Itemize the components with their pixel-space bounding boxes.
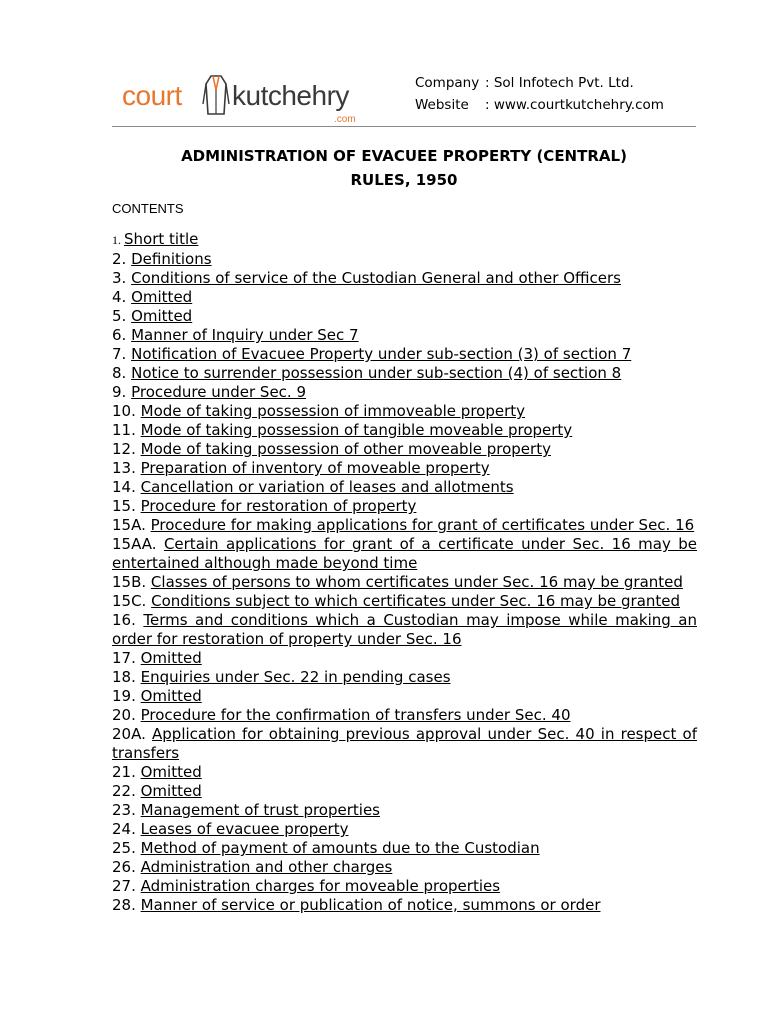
toc-item-link[interactable]: Administration charges for moveable properties: [140, 877, 501, 895]
toc-item: [112, 763, 697, 782]
toc-item: [112, 535, 697, 573]
toc-item: [112, 421, 697, 440]
toc-item-number: 15AA.: [112, 535, 164, 553]
toc-item-link[interactable]: Leases of evacuee property: [140, 820, 349, 838]
toc-item: [112, 839, 697, 858]
toc-item: [112, 725, 697, 763]
toc-item-number: 4.: [112, 288, 132, 306]
toc-item-link[interactable]: Procedure for restoration of property: [140, 497, 417, 515]
toc-item-link[interactable]: Mode of taking possession of other moveable property: [140, 440, 551, 458]
toc-item: [112, 858, 697, 877]
toc-item-link[interactable]: Mode of taking possession of immoveable property: [140, 402, 526, 420]
toc-item-link[interactable]: Method of payment of amounts due to the Custodian: [140, 839, 540, 857]
toc-item-link[interactable]: Mode of taking possession of tangible moveable property: [140, 421, 573, 439]
page-header: [112, 62, 696, 128]
toc-item: [112, 782, 697, 801]
toc-item-number: 3.: [112, 269, 132, 287]
toc-item: [112, 364, 697, 383]
toc-item: [112, 250, 697, 269]
lawyer-robe-icon: [202, 74, 230, 118]
toc-item-link[interactable]: Procedure for making applications for grant of certificates under Sec. 16: [150, 516, 695, 534]
toc-item-link[interactable]: Certain applications for grant of a certificate under Sec. 16 may be entertained although made beyond time: [112, 535, 697, 572]
company-label: Company: [415, 75, 480, 91]
toc-item: [112, 383, 697, 402]
toc-item-number: 10.: [112, 402, 141, 420]
table-of-contents: [112, 230, 697, 915]
toc-item-link[interactable]: Omitted: [140, 649, 202, 667]
toc-item-link[interactable]: Terms and conditions which a Custodian may impose while making an order for restoration of property under Sec. 16: [112, 611, 697, 648]
toc-item-number: 7.: [112, 345, 132, 363]
toc-item-link[interactable]: Management of trust properties: [140, 801, 380, 819]
toc-item: [112, 668, 697, 687]
toc-item-link[interactable]: Administration and other charges: [140, 858, 393, 876]
toc-item-number: 16.: [112, 611, 144, 629]
toc-item: [112, 478, 697, 497]
toc-item-number: 28.: [112, 896, 141, 914]
courtkutchehry-logo[interactable]: [122, 70, 382, 125]
toc-item-number: 9.: [112, 383, 132, 401]
toc-item: [112, 649, 697, 668]
toc-item-number: 15B.: [112, 573, 151, 591]
toc-item-number: 20.: [112, 706, 141, 724]
toc-item-link[interactable]: Omitted: [140, 782, 202, 800]
toc-item-number: 26.: [112, 858, 141, 876]
website-value[interactable]: : www.courtkutchehry.com: [485, 97, 664, 113]
toc-item-number: 8.: [112, 364, 132, 382]
toc-item: [112, 896, 697, 915]
toc-item: [112, 230, 697, 250]
toc-item-number: 27.: [112, 877, 141, 895]
toc-item-number: 24.: [112, 820, 141, 838]
toc-item: [112, 402, 697, 421]
toc-item-number: 17.: [112, 649, 141, 667]
toc-item-number: 11.: [112, 421, 141, 439]
toc-item: [112, 345, 697, 364]
toc-item: [112, 877, 697, 896]
header-divider: [112, 126, 696, 127]
toc-item-number: 13.: [112, 459, 141, 477]
contents-heading: CONTENTS: [112, 201, 184, 216]
toc-item-link[interactable]: Omitted: [140, 687, 202, 705]
document-title: [112, 144, 696, 192]
toc-item-number: 21.: [112, 763, 141, 781]
toc-item-link[interactable]: Conditions of service of the Custodian General and other Officers: [131, 269, 621, 287]
toc-item: [112, 611, 697, 649]
toc-item-link[interactable]: Omitted: [140, 763, 202, 781]
toc-item-link[interactable]: Notification of Evacuee Property under sub-section (3) of section 7: [131, 345, 632, 363]
toc-item-link[interactable]: Conditions subject to which certificates under Sec. 16 may be granted: [151, 592, 681, 610]
toc-item-number: 1.: [112, 233, 124, 247]
toc-item: [112, 497, 697, 516]
toc-item-link[interactable]: Procedure under Sec. 9: [131, 383, 307, 401]
toc-item: [112, 687, 697, 706]
toc-item: [112, 592, 697, 611]
toc-item-number: 19.: [112, 687, 141, 705]
toc-item: [112, 706, 697, 725]
toc-item: [112, 516, 697, 535]
toc-item-number: 15C.: [112, 592, 152, 610]
logo-text-kutchehry: kutchehry: [232, 80, 349, 111]
toc-item-link[interactable]: Cancellation or variation of leases and allotments: [140, 478, 514, 496]
toc-item-number: 12.: [112, 440, 141, 458]
toc-item-number: 25.: [112, 839, 141, 857]
toc-item-link[interactable]: Application for obtaining previous approval under Sec. 40 in respect of transfers: [112, 725, 697, 762]
document-title-line2: RULES, 1950: [350, 171, 458, 189]
toc-item: [112, 440, 697, 459]
toc-item-link[interactable]: Omitted: [131, 288, 193, 306]
company-info: [415, 72, 664, 116]
website-label: Website: [415, 97, 469, 113]
toc-item: [112, 573, 697, 592]
toc-item-link[interactable]: Classes of persons to whom certificates under Sec. 16 may be granted: [150, 573, 683, 591]
logo-text-com: .com: [334, 114, 356, 125]
toc-item-link[interactable]: Short title: [124, 230, 199, 248]
toc-item-link[interactable]: Preparation of inventory of moveable property: [140, 459, 490, 477]
toc-item-number: 23.: [112, 801, 141, 819]
toc-item-number: 15.: [112, 497, 141, 515]
document-title-line1: ADMINISTRATION OF EVACUEE PROPERTY (CENTRAL): [181, 147, 627, 165]
toc-item-number: 18.: [112, 668, 141, 686]
toc-item: [112, 820, 697, 839]
toc-item-link[interactable]: Manner of Inquiry under Sec 7: [131, 326, 359, 344]
company-value: : Sol Infotech Pvt. Ltd.: [485, 75, 634, 91]
toc-item-number: 14.: [112, 478, 141, 496]
toc-item-link[interactable]: Omitted: [131, 307, 193, 325]
toc-item-link[interactable]: Enquiries under Sec. 22 in pending cases: [140, 668, 451, 686]
toc-item: [112, 459, 697, 478]
toc-item: [112, 307, 697, 326]
toc-item: [112, 288, 697, 307]
logo-text-court: court: [122, 80, 182, 111]
toc-item-number: 20A.: [112, 725, 153, 743]
toc-item-number: 5.: [112, 307, 132, 325]
toc-item-link[interactable]: Notice to surrender possession under sub-section (4) of section 8: [131, 364, 622, 382]
toc-item-number: 6.: [112, 326, 132, 344]
toc-item-number: 22.: [112, 782, 141, 800]
toc-item: [112, 326, 697, 345]
toc-item-number: 15A.: [112, 516, 151, 534]
toc-item-link[interactable]: Procedure for the confirmation of transfers under Sec. 40: [140, 706, 571, 724]
toc-item: [112, 269, 697, 288]
toc-item-link[interactable]: Manner of service or publication of notice, summons or order: [140, 896, 601, 914]
toc-item-link[interactable]: Definitions: [131, 250, 212, 268]
toc-item-number: 2.: [112, 250, 132, 268]
toc-item: [112, 801, 697, 820]
